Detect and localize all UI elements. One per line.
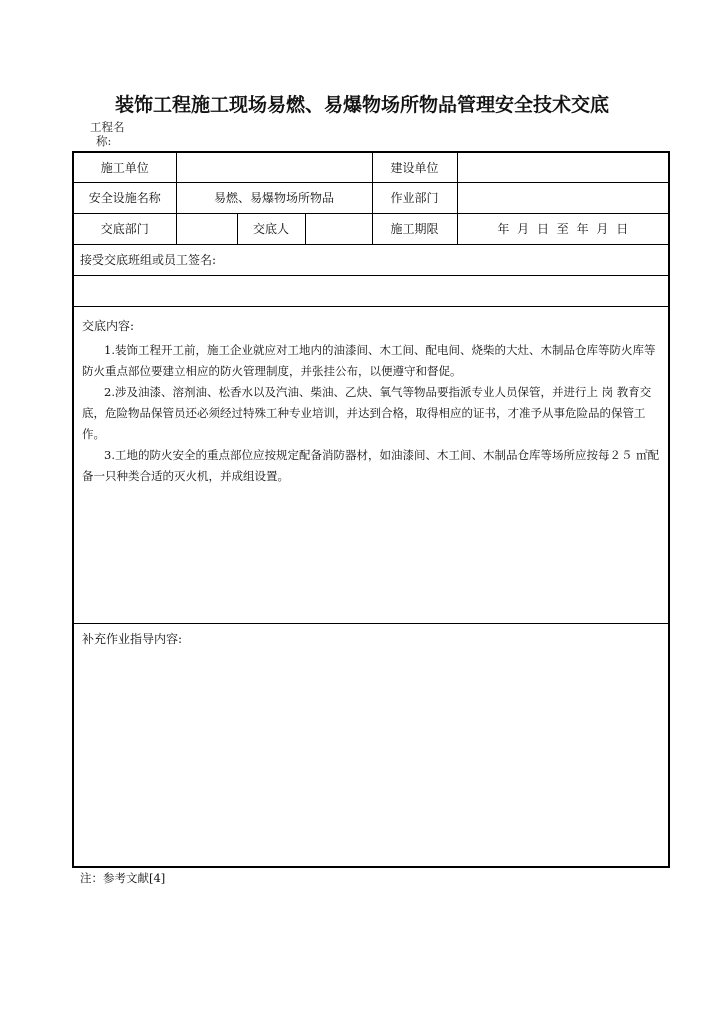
construction-unit-value[interactable] [176,152,372,182]
signature-label: 接受交底班组或员工签名: [73,244,669,275]
content-paragraph-2: 2.涉及油漆、溶剂油、松香水以及汽油、柴油、乙炔、氧气等物品要指派专业人员保管，并进行上 岗 教育交底，危险物品保管员还必须经过特殊工种专业培训，并达到合格，取得相应的证书，才准予从事危险品的保管工作。 [82,384,652,441]
construction-period-dates[interactable]: 年 月 日 至 年 月 日 [457,213,669,244]
row-signature-blank [73,275,669,306]
row-signature [73,244,669,275]
row-content [73,306,669,623]
content-label: 交底内容: [82,318,135,333]
construction-unit-label: 施工单位 [73,152,176,182]
disclosure-department-value[interactable] [176,213,237,244]
row-facility-name [73,182,669,213]
content-paragraph-3: 3.工地的防火安全的重点部位应按规定配备消防器材，如油漆间、木工间、木制品仓库等场所应按每２５ ㎡配备一只种类合适的灭火机，并成组设置。 [82,447,660,483]
project-name-label-line2: 称: [96,134,112,148]
supplement-cell[interactable] [73,623,669,867]
content-paragraph-1: 1.装饰工程开工前，施工企业就应对工地内的油漆间、木工间、配电间、烧柴的大灶、木制品仓库等防火库等防火重点部位要建立相应的防火管理制度，并张挂公布，以便遵守和督促。 [82,342,656,378]
work-department-value[interactable] [457,182,669,213]
project-name-label-line1: 工程名 [90,120,125,134]
disclosure-department-label: 交底部门 [73,213,176,244]
construction-period-label: 施工期限 [372,213,457,244]
document-title: 装饰工程施工现场易燃、易爆物场所物品管理安全技术交底 [114,94,609,116]
reference-note: 注：参考文献[4] [80,871,166,885]
client-unit-label: 建设单位 [372,152,457,182]
content-cell [73,306,669,623]
disclosure-form-table [72,151,670,868]
row-construction-unit [73,152,669,182]
discloser-value[interactable] [305,213,372,244]
facility-name-value[interactable]: 易燃、易爆物场所物品 [176,182,372,213]
discloser-label: 交底人 [237,213,305,244]
row-supplement [73,623,669,867]
signature-field[interactable] [73,275,669,306]
row-disclosure-department [73,213,669,244]
work-department-label: 作业部门 [372,182,457,213]
project-name-label [90,120,138,148]
facility-name-label: 安全设施名称 [73,182,176,213]
supplement-label: 补充作业指导内容: [82,631,183,646]
client-unit-value[interactable] [457,152,669,182]
